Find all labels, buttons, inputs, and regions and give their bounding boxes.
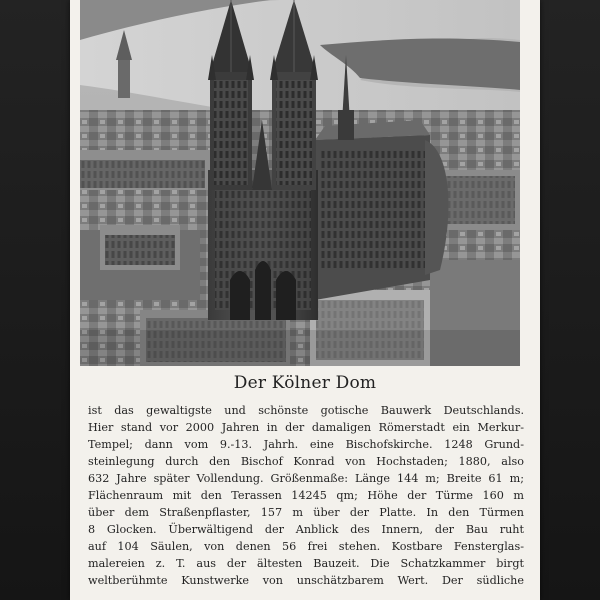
text-line: steinlegung durch den Bischof Konrad von Hochstaden; 1880, also (88, 455, 524, 468)
text-line: Flächenraum mit den Terassen 14245 qm; Höhe der Türme 160 m (88, 489, 524, 502)
cathedral-photo (80, 0, 520, 366)
text-line: 632 Jahre später Vollendung. Größenmaße: Länge 144 m; Breite 61 m; (88, 472, 524, 485)
text-line: weltberühmte Kunstwerke von unschätzbarem Wert. Der südliche (88, 574, 524, 587)
text-line: malereien z. T. aus der ältesten Bauzeit. Die Schatzkammer birgt (88, 557, 524, 570)
text-line: über dem Straßenpflaster, 157 m über der Platte. In den Türmen (88, 506, 524, 519)
text-line: Hier stand vor 2000 Jahren in der damaligen Römerstadt ein Merkur- (88, 421, 524, 434)
postcard (70, 0, 540, 600)
text-line: ist das gewaltigste und schönste gotische Bauwerk Deutschlands. (88, 404, 524, 417)
description-text (88, 402, 524, 589)
text-line: Tempel; dann vom 9.-13. Jahrh. eine Bischofskirche. 1248 Grund- (88, 438, 524, 451)
page-title: Der Kölner Dom (233, 373, 377, 393)
text-line: auf 104 Säulen, von denen 56 frei stehen. Kostbare Fensterglas- (88, 540, 524, 553)
text-line: 8 Glocken. Überwältigend der Anblick des Innern, der Bau ruht (88, 523, 524, 536)
cathedral-aerial-image (80, 0, 520, 366)
